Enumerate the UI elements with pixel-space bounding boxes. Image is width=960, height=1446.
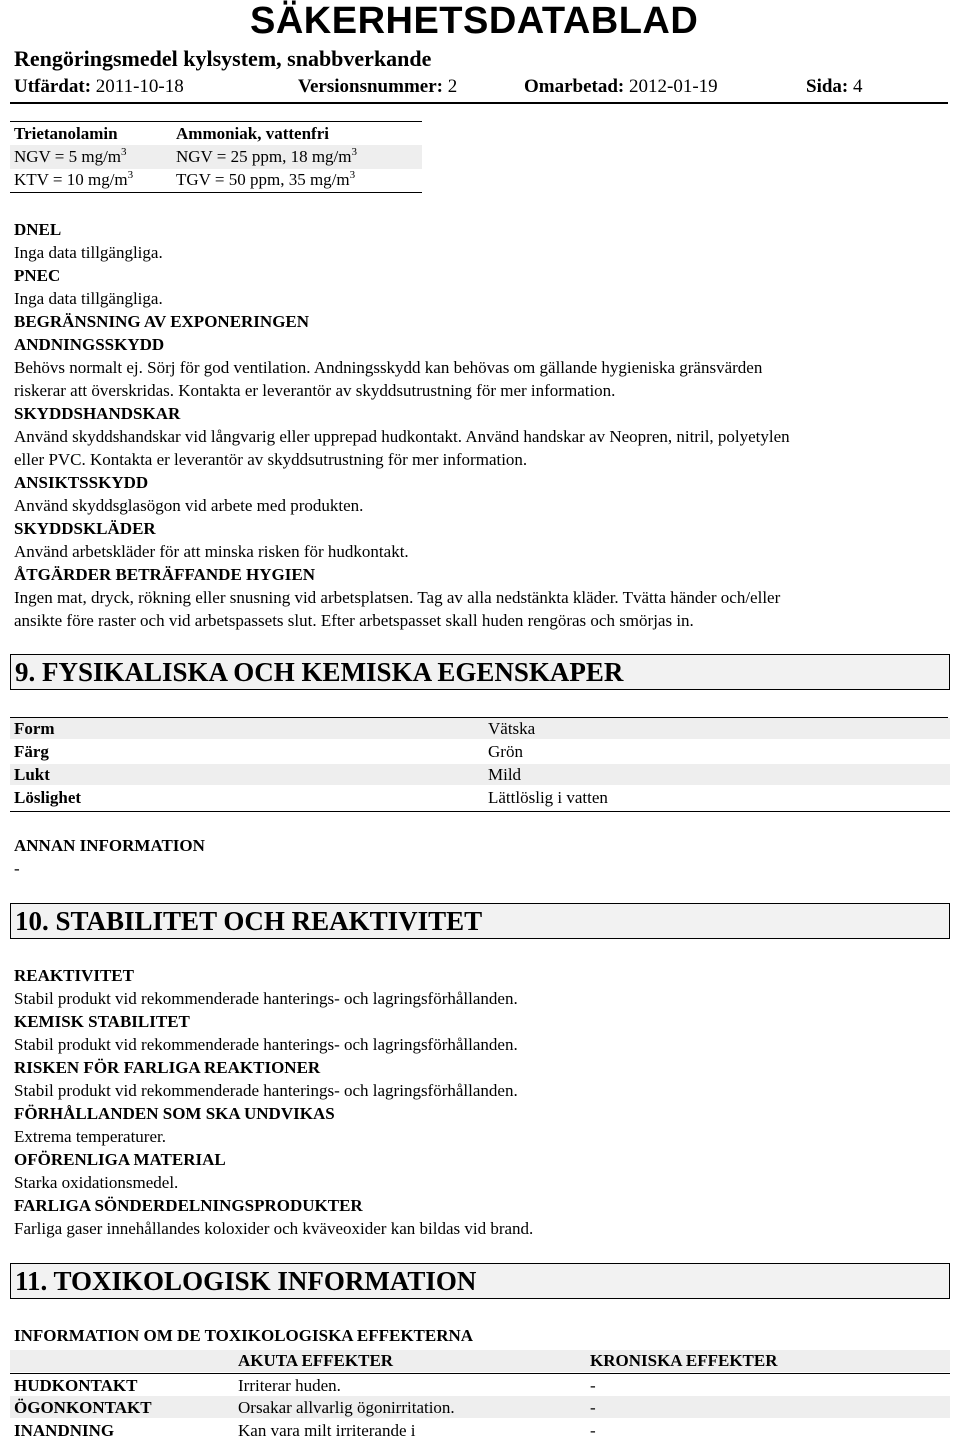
tox-chronic-eye: - xyxy=(590,1398,596,1417)
conditions-avoid-text: Extrema temperaturer. xyxy=(14,1127,166,1146)
tox-acute-eye: Orsakar allvarlig ögonirritation. xyxy=(238,1398,455,1417)
section-9-title: 9. FYSIKALISKA OCH KEMISKA EGENSKAPER xyxy=(10,654,950,690)
chemical-stability-text: Stabil produkt vid rekommenderade hanterings- och lagringsförhållanden. xyxy=(14,1035,518,1054)
version-number: Versionsnummer: 2 xyxy=(298,76,458,97)
hygiene-text-2: ansikte före raster och vid arbetspassets slut. Efter arbetspasset skall huden rengöras och smörjas in. xyxy=(14,611,694,630)
tox-header-shade xyxy=(10,1350,950,1372)
decomposition-products-text: Farliga gaser innehållandes koloxider och kväveoxider kan bildas vid brand. xyxy=(14,1219,534,1238)
hygiene-text-1: Ingen mat, dryck, rökning eller snusning vid arbetsplatsen. Tag av alla nedstänkta kläder. Tvätta händer och/eller xyxy=(14,588,781,607)
hygiene-heading: ÅTGÄRDER BETRÄFFANDE HYGIEN xyxy=(14,565,315,584)
incompatible-materials-heading: OFÖRENLIGA MATERIAL xyxy=(14,1150,226,1169)
conditions-avoid-heading: FÖRHÅLLANDEN SOM SKA UNDVIKAS xyxy=(14,1104,335,1123)
tox-chronic-skin: - xyxy=(590,1376,596,1395)
tox-col-chronic: KRONISKA EFFEKTER xyxy=(590,1351,778,1370)
prop-label-color: Färg xyxy=(14,742,49,761)
decomposition-products-heading: FARLIGA SÖNDERDELNINGSPRODUKTER xyxy=(14,1196,363,1215)
header-rule xyxy=(10,102,948,104)
clothing-text: Använd arbetskläder för att minska risken för hudkontakt. xyxy=(14,542,409,561)
other-info-text: - xyxy=(14,859,20,878)
eye-text: Använd skyddsglasögon vid arbete med produkten. xyxy=(14,496,364,515)
respiratory-text-1: Behövs normalt ej. Sörj för god ventilation. Andningsskydd kan behövas om gällande hygieniska gränsvärden xyxy=(14,358,763,377)
section-11-title: 11. TOXIKOLOGISK INFORMATION xyxy=(10,1263,950,1299)
props-row-shade-3 xyxy=(10,764,950,785)
reactivity-heading: REAKTIVITET xyxy=(14,966,134,985)
limits-substance-1: Trietanolamin xyxy=(14,124,118,143)
prop-label-odor: Lukt xyxy=(14,765,50,784)
tox-route-eye: ÖGONKONTAKT xyxy=(14,1398,152,1417)
hazardous-reactions-heading: RISKEN FÖR FARLIGA REAKTIONER xyxy=(14,1058,321,1077)
limits-ktv-1: KTV = 10 $mg/m^3$ xyxy=(14,169,134,189)
limits-substance-2: Ammoniak, vattenfri xyxy=(176,124,329,143)
pnec-heading: PNEC xyxy=(14,266,61,285)
tox-col-acute: AKUTA EFFEKTER xyxy=(238,1351,394,1370)
prop-label-form: Form xyxy=(14,719,55,738)
gloves-text-2: eller PVC. Kontakta er leverantör av skyddsutrustning för mer information. xyxy=(14,450,528,469)
clothing-heading: SKYDDSKLÄDER xyxy=(14,519,156,538)
prop-value-solubility: Lättlöslig i vatten xyxy=(488,788,608,807)
gloves-text-1: Använd skyddshandskar vid långvarig eller upprepad hudkontakt. Använd handskar av Neopren, nitril, polyetylen xyxy=(14,427,790,446)
tox-route-inhalation: INANDNING xyxy=(14,1421,115,1440)
incompatible-materials-text: Starka oxidationsmedel. xyxy=(14,1173,179,1192)
chemical-stability-heading: KEMISK STABILITET xyxy=(14,1012,190,1031)
pnec-text: Inga data tillgängliga. xyxy=(14,289,163,308)
respiratory-text-2: riskerar att överskridas. Kontakta er leverantör av skyddsutrustning för mer information. xyxy=(14,381,616,400)
gloves-heading: SKYDDSHANDSKAR xyxy=(14,404,181,423)
other-info-heading: ANNAN INFORMATION xyxy=(14,836,205,855)
limits-top-rule xyxy=(10,121,422,122)
tox-acute-skin: Irriterar huden. xyxy=(238,1376,341,1395)
hazardous-reactions-text: Stabil produkt vid rekommenderade hanterings- och lagringsförhållanden. xyxy=(14,1081,518,1100)
limits-tgv-2: TGV = 50 ppm, 35 $mg/m^3$ xyxy=(176,169,356,189)
tox-route-skin: HUDKONTAKT xyxy=(14,1376,138,1395)
prop-value-form: Vätska xyxy=(488,719,536,738)
limits-bottom-rule xyxy=(10,192,422,193)
dnel-text: Inga data tillgängliga. xyxy=(14,243,163,262)
limits-ngv-2: NGV = 25 ppm, 18 $mg/m^3$ xyxy=(176,146,358,166)
limits-ngv-1: NGV = 5 $mg/m^3$ xyxy=(14,146,127,166)
section-10-title: 10. STABILITET OCH REAKTIVITET xyxy=(10,903,950,939)
respiratory-heading: ANDNINGSSKYDD xyxy=(14,335,165,354)
prop-value-color: Grön xyxy=(488,742,523,761)
tox-table-rule xyxy=(10,1373,950,1374)
reactivity-text: Stabil produkt vid rekommenderade hanterings- och lagringsförhållanden. xyxy=(14,989,518,1008)
document-title: SÄKERHETSDATABLAD xyxy=(250,0,699,42)
dnel-heading: DNEL xyxy=(14,220,62,239)
tox-effects-heading: INFORMATION OM DE TOXIKOLOGISKA EFFEKTERNA xyxy=(14,1326,474,1345)
product-name: Rengöringsmedel kylsystem, snabbverkande xyxy=(14,46,432,71)
revised-date: Omarbetad: 2012-01-19 xyxy=(524,76,718,97)
eye-heading: ANSIKTSSKYDD xyxy=(14,473,149,492)
props-bottom-rule xyxy=(10,811,950,812)
page-number: Sida: 4 xyxy=(806,76,863,97)
prop-value-odor: Mild xyxy=(488,765,522,784)
props-row-shade-1 xyxy=(10,718,950,739)
tox-chronic-inhalation: - xyxy=(590,1421,596,1440)
exposure-limit-heading: BEGRÄNSNING AV EXPONERINGEN xyxy=(14,312,310,331)
prop-label-solubility: Löslighet xyxy=(14,788,82,807)
tox-acute-inhalation: Kan vara milt irriterande i xyxy=(238,1421,416,1440)
issued-date: Utfärdat: 2011-10-18 xyxy=(14,76,184,97)
